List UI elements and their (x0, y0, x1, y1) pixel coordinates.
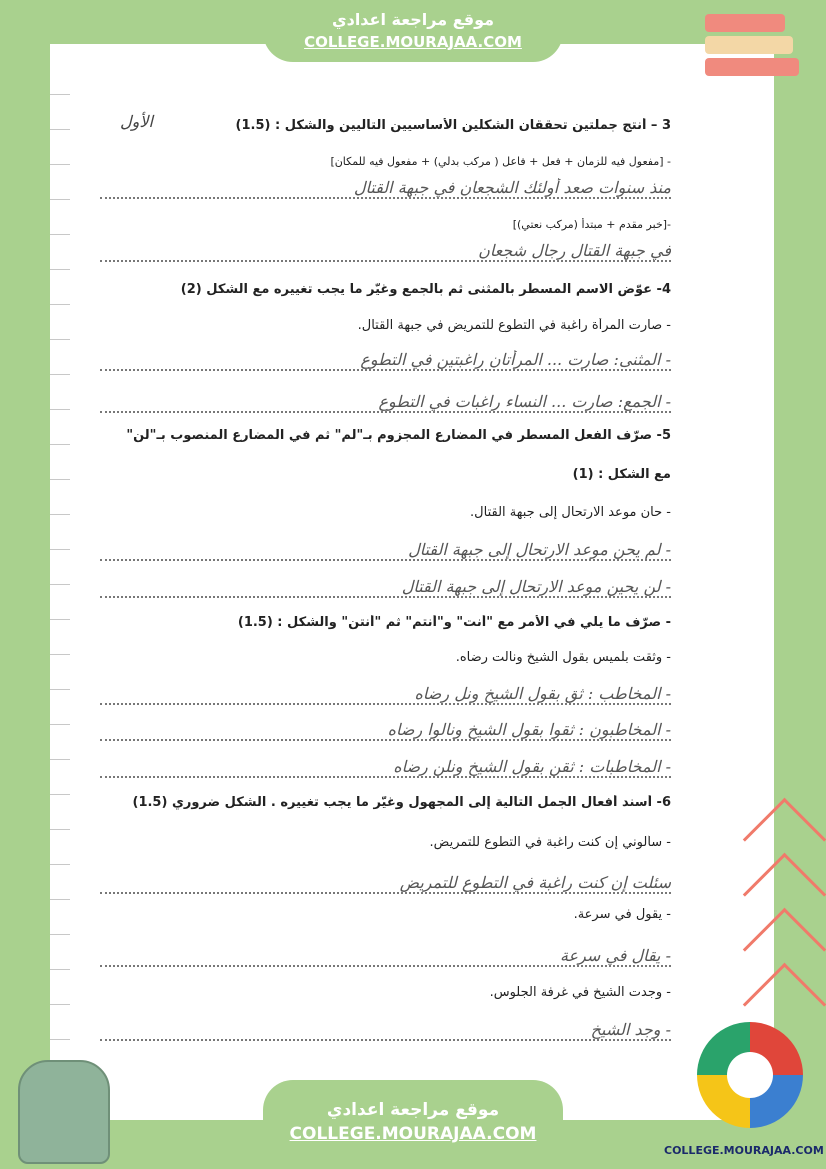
backpack-icon (18, 1060, 110, 1164)
handwritten-answer: - المخاطبون : ثقوا بقول الشيخ ونالوا رضاه (100, 720, 671, 741)
exercise-line: - سألوني إن كنت راغبة في التطوع للتمريض. (429, 835, 671, 850)
exercise-line: - [مفعول فيه للزمان + فعل + فاعل ( مركب بدلي) + مفعول فيه للمكان] (330, 155, 671, 168)
site-name-ar: موقع مراجعة اعدادي (331, 10, 495, 29)
books-icon (705, 14, 805, 94)
handwritten-answer: - المخاطبات : ثقن بقول الشيخ ونلن رضاه (100, 757, 671, 778)
question-heading: 5- صرّف الفعل المسطر في المضارع المجزوم بـ"لم" ثم في المضارع المنصوب بـ"لن" (126, 428, 671, 443)
question-heading: 4- عوّض الاسم المسطر بالمثنى ثم بالجمع وغيّر ما يجب تغييره مع الشكل (2) (180, 282, 671, 297)
handwritten-answer: - الجمع: صارت ... النساء راغبات في التطوع (100, 392, 671, 413)
site-logo-icon (697, 1022, 803, 1128)
margin-note: الأول (120, 112, 153, 131)
exercise-line: -[خبر مقدم + مبتدأ (مركب نعتي)] (512, 218, 671, 231)
question-heading: 6- أسند أفعال الجمل التالية إلى المجهول وغيّر ما يجب تغييره . الشكل ضروري (1.5) (132, 795, 671, 810)
exercise-line: - يقول في سرعة. (573, 907, 671, 922)
handwritten-answer: منذ سنوات صعد أولئك الشجعان في جبهة القتال (100, 178, 671, 199)
handwritten-answer: - المخاطب : ثق بقول الشيخ ونل رضاه (100, 684, 671, 705)
exercise-line: - وجدت الشيخ في غرفة الجلوس. (489, 985, 671, 1000)
margin-rules (50, 60, 70, 1110)
site-name-ar: موقع مراجعة اعدادي (326, 1100, 500, 1120)
question-heading: مع الشكل : (1) (572, 467, 671, 482)
exercise-line: - صارت المرأة راغبة في التطوع للتمريض في جبهة القتال. (357, 318, 671, 333)
handwritten-answer: - يقال في سرعة (100, 946, 671, 967)
logo-text: COLLEGE.MOURAJAA.COM (664, 1144, 824, 1157)
handwritten-answer: - وجد الشيخ (100, 1020, 671, 1041)
handwritten-answer: في جبهة القتال رجال شجعان (100, 241, 671, 262)
handwritten-answer: - لن يحين موعد الارتحال إلى جبهة القتال (100, 577, 671, 598)
site-link[interactable]: COLLEGE.MOURAJAA.COM (304, 33, 522, 51)
handwritten-answer: - المثنى: صارت ... المرأتان راغبتين في التطوع (100, 350, 671, 371)
handwritten-answer: - لم يحن موعد الارتحال إلى جبهة القتال (100, 540, 671, 561)
site-link[interactable]: COLLEGE.MOURAJAA.COM (289, 1124, 537, 1144)
handwritten-answer: سئلت إن كنت راغبة في التطوع للتمريض (100, 873, 671, 894)
header-banner (263, 0, 563, 62)
exercise-line: - حان موعد الارتحال إلى جبهة القتال. (470, 505, 671, 520)
question-heading: 3 – أنتج جملتين تحققان الشكلين الأساسيين التاليين والشكل : (1.5) (235, 118, 671, 133)
exercise-line: - وثقت بلميس بقول الشيخ ونالت رضاه. (455, 650, 671, 665)
question-heading: - صرّف ما يلي في الأمر مع "أنت" و"أنتم" ثم "أنتن" والشكل : (1.5) (237, 615, 671, 630)
footer-banner (263, 1080, 563, 1169)
